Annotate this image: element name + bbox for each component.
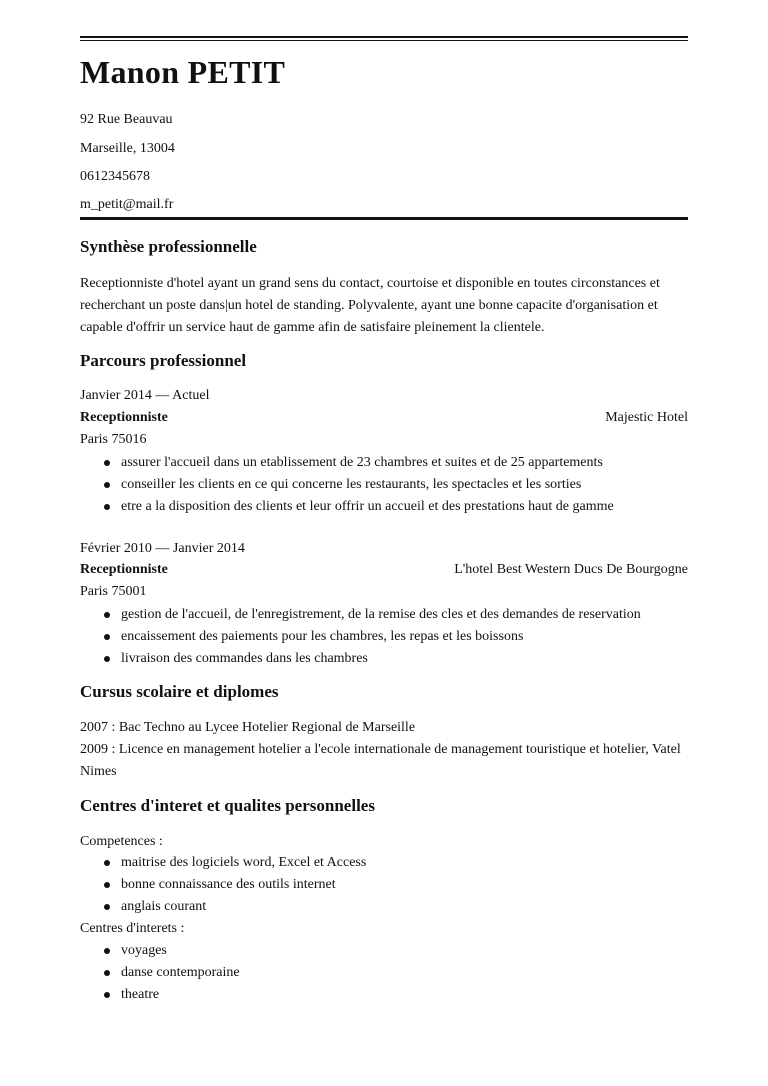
job-dates: Février 2010 — Janvier 2014 [80, 541, 245, 556]
contact-city: Marseille, 13004 [80, 141, 175, 156]
summary-line: Receptionniste d'hotel ayant un grand sens du contact, courtoise et disponible en toutes circonstances et [80, 276, 660, 291]
top-double-rule-upper [80, 36, 688, 38]
job-employer: Majestic Hotel [605, 410, 688, 425]
list-item: anglais courant [80, 896, 688, 918]
list-item: conseiller les clients en ce qui concerne les restaurants, les spectacles et les sorties [80, 474, 688, 496]
list-item: etre a la disposition des clients et leur offrir un accueil et des prestations haut de gamme [80, 496, 688, 518]
list-item: theatre [80, 984, 688, 1006]
job-duties-list [80, 604, 688, 670]
job-duties-list [80, 452, 688, 518]
job-role: Receptionniste [80, 410, 168, 425]
list-item: gestion de l'accueil, de l'enregistrement, de la remise des cles et des demandes de reservation [80, 604, 688, 626]
list-item: encaissement des paiements pour les chambres, les repas et les boissons [80, 626, 688, 648]
skills-label: Competences : [80, 834, 163, 849]
section-title-education: Cursus scolaire et diplomes [80, 682, 279, 701]
header-divider [80, 217, 688, 220]
list-item: danse contemporaine [80, 962, 688, 984]
job-dates: Janvier 2014 — Actuel [80, 388, 210, 403]
list-item: voyages [80, 940, 688, 962]
list-item: bonne connaissance des outils internet [80, 874, 688, 896]
job-location: Paris 75016 [80, 432, 147, 447]
contact-address: 92 Rue Beauvau [80, 112, 173, 127]
skills-list [80, 852, 688, 918]
education-line: 2007 : Bac Techno au Lycee Hotelier Regional de Marseille [80, 720, 416, 735]
top-double-rule-lower [80, 40, 688, 41]
hobbies-list [80, 940, 688, 1006]
hobbies-label: Centres d'interets : [80, 921, 185, 936]
education-line: 2009 : Licence en management hotelier a l'ecole internationale de management touristique et hotelier, Vatel [80, 742, 681, 757]
summary-line: recherchant un poste dans|un hotel de standing. Polyvalente, ayant une bonne capacite d'organisation et [80, 298, 658, 313]
summary-line: capable d'offrir un service haut de gamme afin de satisfaire pleinement la clientele. [80, 320, 545, 335]
job-role: Receptionniste [80, 562, 168, 577]
candidate-name: Manon PETIT [80, 54, 286, 90]
contact-phone: 0612345678 [80, 169, 150, 184]
section-title-interests: Centres d'interet et qualites personnelles [80, 796, 375, 815]
contact-email: m_petit@mail.fr [80, 197, 174, 212]
job-employer: L'hotel Best Western Ducs De Bourgogne [454, 562, 688, 577]
list-item: livraison des commandes dans les chambres [80, 648, 688, 670]
education-line: Nimes [80, 764, 117, 779]
list-item: maitrise des logiciels word, Excel et Access [80, 852, 688, 874]
section-title-experience: Parcours professionnel [80, 351, 247, 370]
list-item: assurer l'accueil dans un etablissement de 23 chambres et suites et de 25 appartements [80, 452, 688, 474]
job-location: Paris 75001 [80, 584, 147, 599]
section-title-summary: Synthèse professionnelle [80, 237, 257, 256]
